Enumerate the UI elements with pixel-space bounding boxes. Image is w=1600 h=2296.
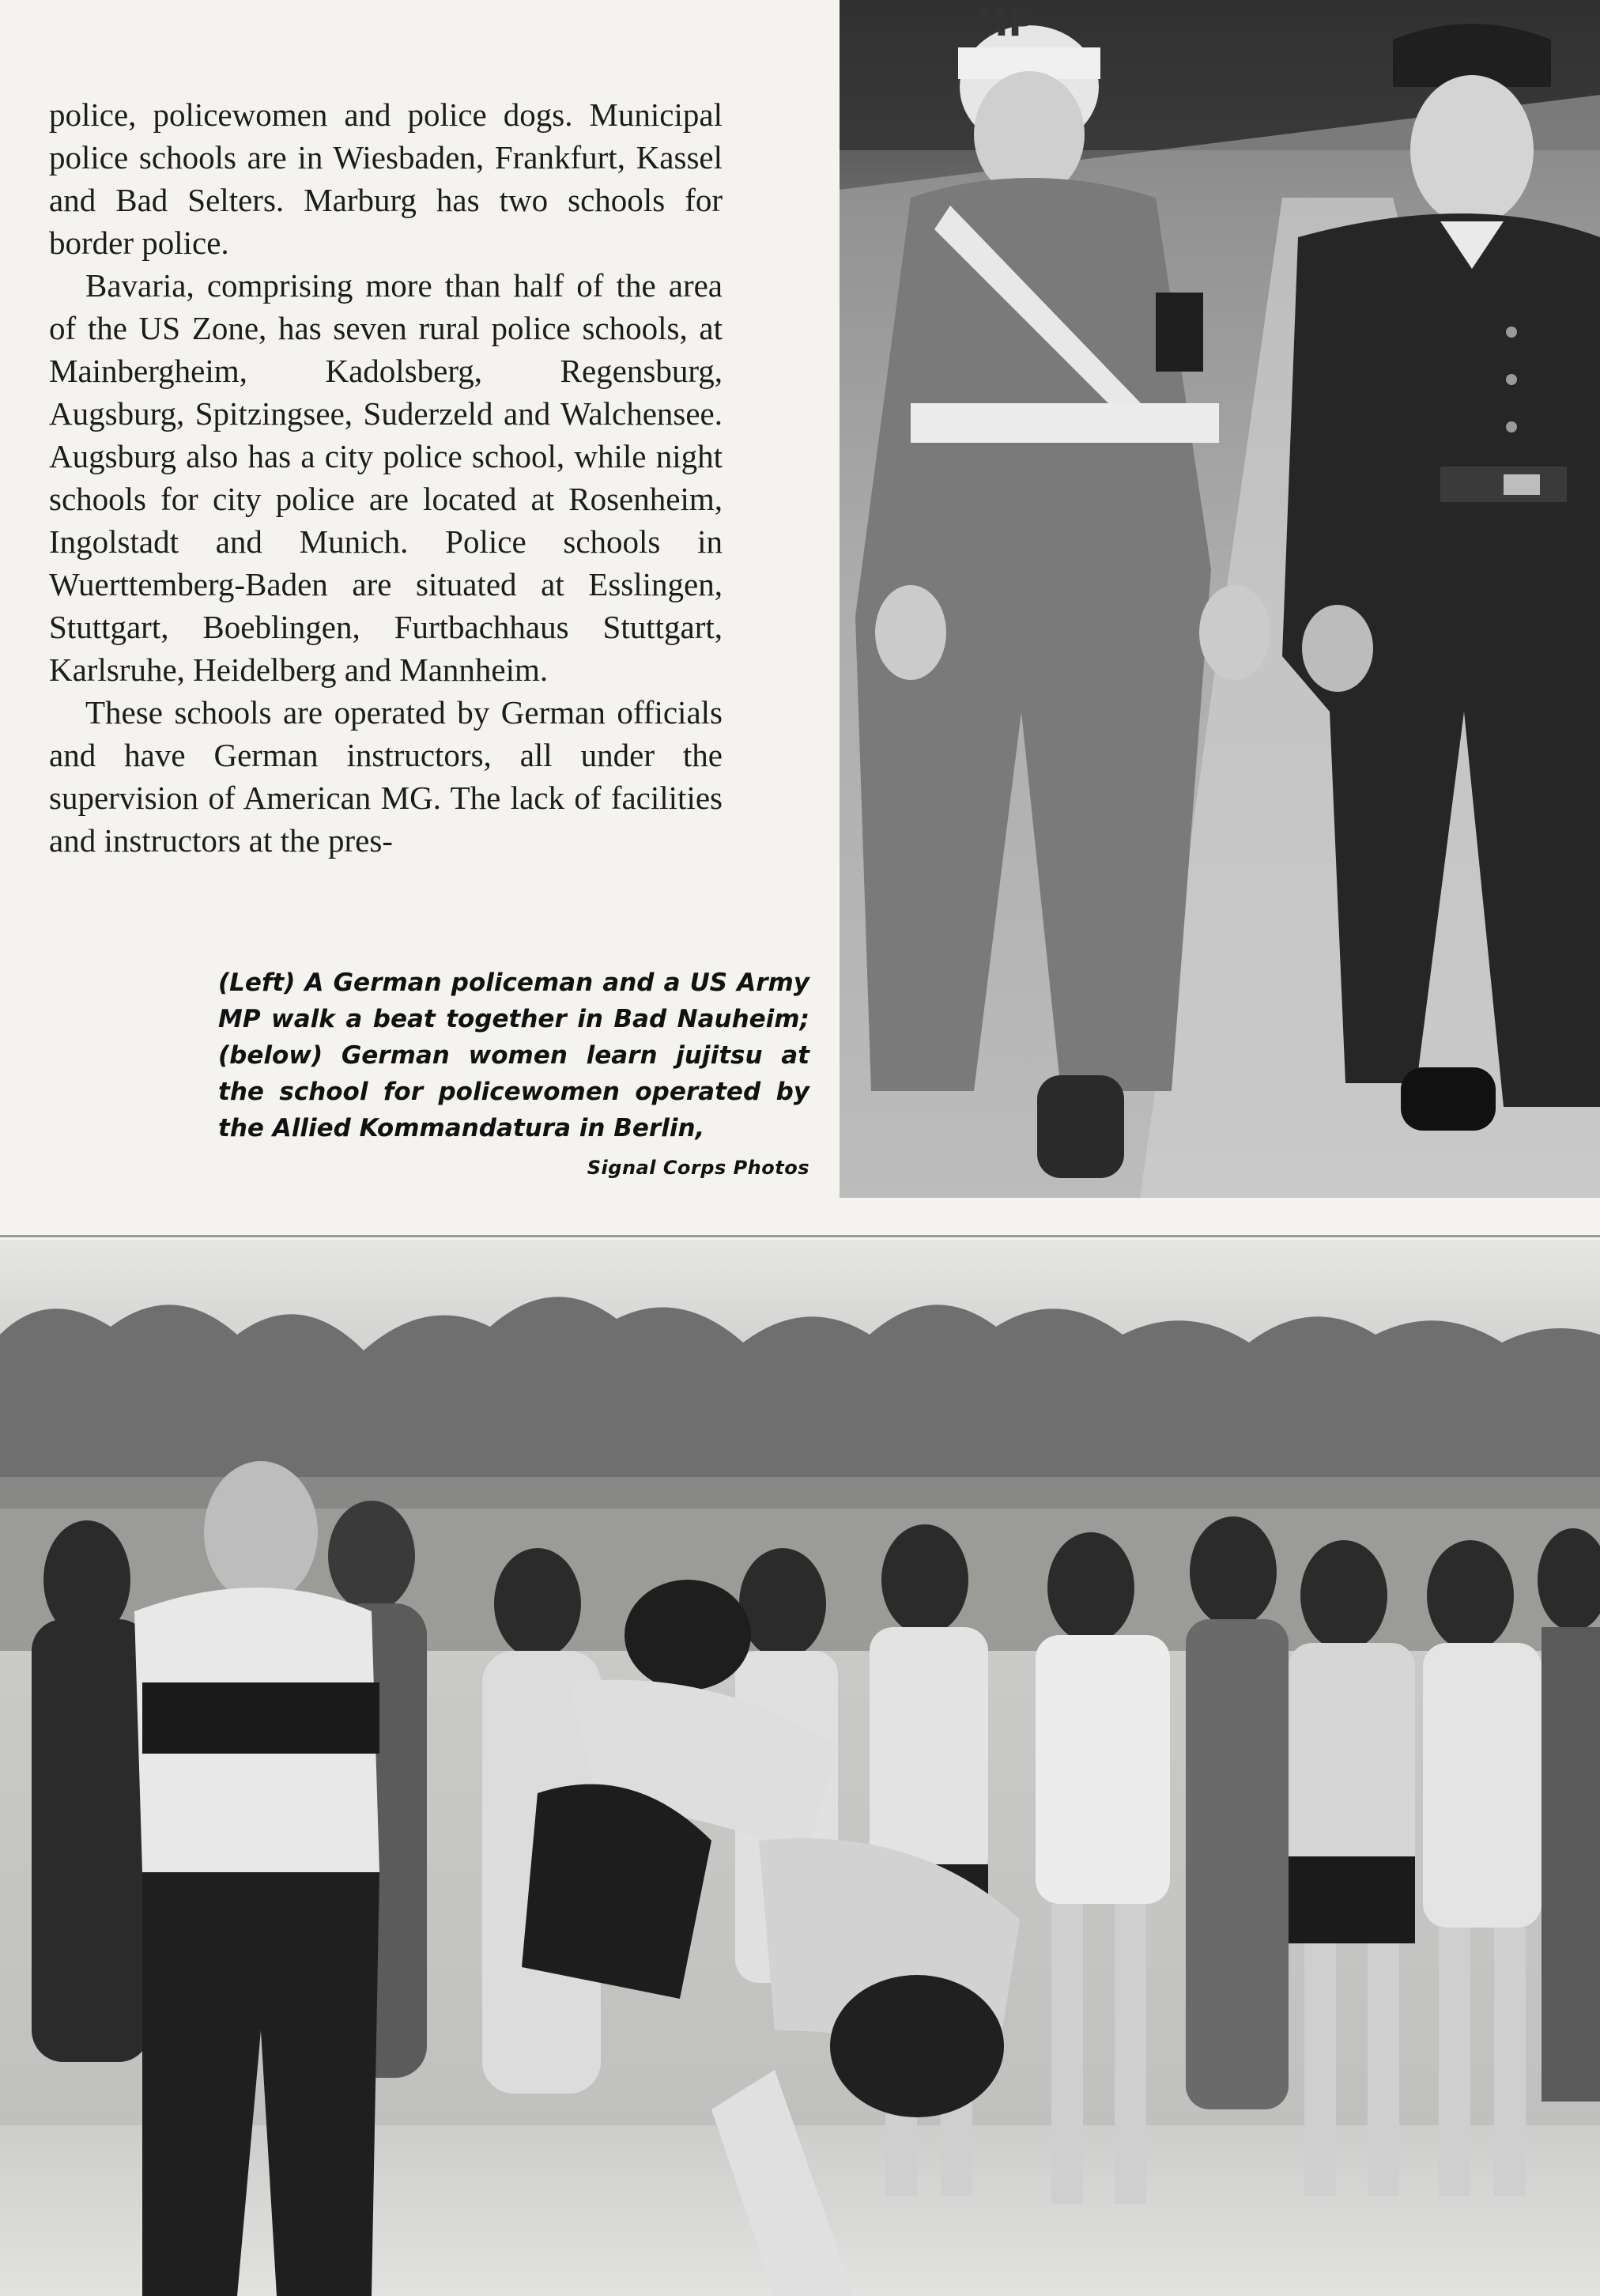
- article-paragraph: Bavaria, comprising more than half of the area of the US Zone, has seven rural police schools, at Mainbergheim, Kadolsberg, Regensburg, Augsburg, Spitzingsee, Suderzeld and Walchensee. Augsburg also has a city police school, while night schools for city police are located at Rosenheim, Ingolstadt and Munich. Police schools in Wuerttemberg-Baden are situated at Esslingen, Stuttgart, Boeblingen, Furtbachhaus Stuttgart, Karlsruhe, Heidelberg and Mannheim.: [49, 267, 723, 688]
- section-divider: [0, 1235, 1600, 1237]
- photo-jujitsu-class: [0, 1240, 1600, 2296]
- photo-credit: Signal Corps Photos: [587, 1157, 809, 1179]
- article-paragraph: police, policewomen and police dogs. Municipal police schools are in Wiesbaden, Frankfurt, Kassel and Bad Selters. Marburg has two schools for border police.: [49, 96, 723, 261]
- bleed-through-texture: [49, 893, 808, 935]
- jujitsu-class-illustration: [0, 1240, 1600, 2296]
- photo-caption: [218, 965, 809, 1186]
- police-patrol-illustration: [840, 0, 1600, 1198]
- article-paragraph: These schools are operated by German officials and have German instructors, all under the supervision of American MG. The lack of facilities and instructors at the pres-: [49, 694, 723, 859]
- photo-police-patrol: [840, 0, 1600, 1198]
- caption-text: (Left) A German policeman and a US Army MP walk a beat together in Bad Nauheim; (below) German women learn jujitsu at the school for policewomen operated by the Allied Kommandatura in Berlin,: [218, 969, 809, 1142]
- article-text-column: [49, 93, 723, 862]
- mp-helmet-letters: HP: [978, 2, 1036, 44]
